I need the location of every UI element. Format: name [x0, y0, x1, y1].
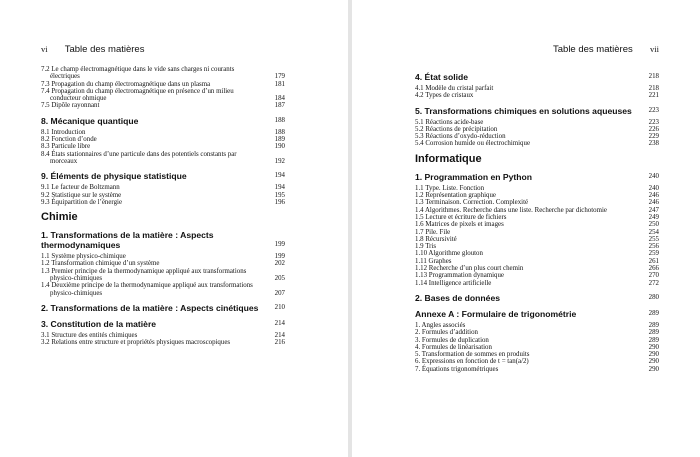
- toc-entry-page: 192: [274, 157, 285, 165]
- toc-subsection-entry[interactable]: [41, 332, 285, 339]
- toc-entry-title: 3. Formules de duplication: [415, 336, 489, 344]
- toc-entry-page: 249: [648, 213, 659, 221]
- toc-entry-page: 194: [274, 184, 285, 192]
- toc-entry-page: 289: [648, 321, 659, 329]
- toc-entry-title: 1.4 Deuxième principe de la thermodynamique appliqué aux transformations physico-chimiques: [41, 282, 253, 297]
- toc-entry-title: 1.1 Système physico-chimique: [41, 253, 126, 261]
- toc-subsection-entry[interactable]: [41, 192, 285, 199]
- toc-entry-page: 238: [648, 140, 659, 148]
- toc-subsection-entry[interactable]: [41, 339, 285, 346]
- toc-subsection-entry[interactable]: [415, 192, 659, 199]
- toc-entry-page: 254: [648, 228, 659, 236]
- toc-entry-page: 290: [648, 358, 659, 366]
- toc-subsection-entry[interactable]: [41, 151, 285, 166]
- toc-entry-page: 221: [648, 92, 659, 100]
- toc-subsection-entry[interactable]: [41, 260, 285, 267]
- toc-entry-title: 1.5 Lecture et écriture de fichiers: [415, 213, 507, 221]
- toc-entry-title: 1.6 Matrices de pixels et images: [415, 221, 504, 229]
- toc-entry-page: 272: [648, 279, 659, 287]
- left-page: [0, 0, 348, 457]
- toc-entry-page: 290: [648, 365, 659, 373]
- right-running-head: [553, 44, 659, 55]
- toc-entry-page: 247: [648, 206, 659, 214]
- right-page: [352, 0, 700, 457]
- toc-entry-page: 190: [274, 143, 285, 151]
- toc-subsection-entry[interactable]: [41, 81, 285, 88]
- toc-entry-page: 199: [274, 253, 285, 261]
- toc-entry-page: 229: [648, 133, 659, 141]
- toc-entry-title: 9. Éléments de physique statistique: [41, 171, 187, 182]
- toc-entry-page: 256: [648, 243, 659, 251]
- toc-section-entry[interactable]: [41, 171, 285, 181]
- toc-section-entry[interactable]: [415, 309, 659, 319]
- left-page-number: vi: [41, 44, 48, 54]
- toc-entry-title: 2. Transformations de la matière : Aspects cinétiques: [41, 302, 259, 313]
- toc-entry-page: 205: [274, 275, 285, 283]
- toc-subsection-entry[interactable]: [41, 143, 285, 150]
- toc-entry-title: 9.1 Le facteur de Boltzmann: [41, 184, 120, 192]
- toc-entry-title: 1.10 Algorithme glouton: [415, 250, 483, 258]
- toc-entry-title: 1. Angles associés: [415, 321, 466, 329]
- toc-subsection-entry[interactable]: [415, 366, 659, 373]
- toc-entry-page: 250: [648, 221, 659, 229]
- toc-entry-title: 1. Transformations de la matière : Aspects thermodynamiques: [41, 230, 214, 251]
- toc-subsection-entry[interactable]: [415, 280, 659, 287]
- toc-subsection-entry[interactable]: [415, 85, 659, 92]
- toc-subsection-entry[interactable]: [415, 236, 659, 243]
- toc-entry-page: 223: [648, 106, 659, 114]
- toc-entry-title: 8.4 États stationnaires d’une particule dans des potentiels constants par morceaux: [41, 150, 237, 165]
- toc-entry-title: 2. Bases de données: [415, 292, 501, 303]
- toc-entry-page: 196: [274, 198, 285, 206]
- toc-subsection-entry[interactable]: [41, 88, 285, 103]
- toc-part-heading: Chimie: [41, 211, 78, 224]
- right-running-title: Table des matières: [553, 44, 633, 55]
- toc-entry-page: 240: [648, 172, 659, 180]
- toc-entry-page: 261: [648, 257, 659, 265]
- toc-entry-page: 289: [648, 309, 659, 317]
- toc-entry-title: 1.2 Transformation chimique d’un système: [41, 260, 160, 268]
- toc-entry-title: 1.11 Graphes: [415, 257, 452, 265]
- toc-entry-page: 184: [274, 95, 285, 103]
- toc-subsection-entry[interactable]: [41, 136, 285, 143]
- toc-subsection-entry[interactable]: [41, 184, 285, 191]
- toc-subsection-entry[interactable]: [415, 358, 659, 365]
- toc-entry-title: 1.12 Recherche d’un plus court chemin: [415, 265, 524, 273]
- toc-subsection-entry[interactable]: [415, 243, 659, 250]
- toc-entry-page: 246: [648, 192, 659, 200]
- toc-entry-title: 1.4 Algorithmes. Recherche dans une liste. Recherche par dichotomie: [415, 206, 607, 214]
- toc-entry-title: 1.9 Tris: [415, 243, 437, 251]
- right-page-number: vii: [650, 44, 659, 54]
- toc-entry-page: 207: [274, 289, 285, 297]
- toc-subsection-entry[interactable]: [415, 119, 659, 126]
- toc-entry-title: 4. Formules de linéarisation: [415, 343, 492, 351]
- toc-subsection-entry[interactable]: [415, 344, 659, 351]
- toc-entry-page: 246: [648, 199, 659, 207]
- toc-entry-title: 7.2 Le champ électromagnétique dans le vide sans charges ni courants électriques: [41, 66, 235, 81]
- toc-subsection-entry[interactable]: [415, 133, 659, 140]
- toc-entry-title: 5. Transformations chimiques en solutions aqueuses: [415, 105, 632, 116]
- toc-section-entry[interactable]: [415, 72, 659, 82]
- toc-entry-page: 188: [274, 128, 285, 136]
- toc-entry-page: 226: [648, 125, 659, 133]
- toc-entry-page: 188: [274, 116, 285, 124]
- toc-entry-page: 195: [274, 191, 285, 199]
- toc-entry-page: 218: [648, 73, 659, 80]
- toc-subsection-entry[interactable]: [415, 207, 659, 214]
- toc-entry-title: 1.3 Terminaison. Correction. Complexité: [415, 199, 529, 207]
- toc-entry-title: 1.7 Pile. File: [415, 228, 451, 236]
- toc-entry-page: 266: [648, 265, 659, 273]
- toc-entry-page: 202: [274, 260, 285, 268]
- toc-entry-page: 179: [274, 73, 285, 81]
- toc-subsection-entry[interactable]: [415, 140, 659, 147]
- toc-subsection-entry[interactable]: [415, 221, 659, 228]
- toc-entry-title: 7.5 Dipôle rayonnant: [41, 102, 100, 110]
- toc-entry-title: 5.1 Réactions acide-base: [415, 118, 484, 126]
- toc-subsection-entry[interactable]: [415, 258, 659, 265]
- toc-entry-page: 223: [648, 118, 659, 126]
- toc-entry-title: 8. Mécanique quantique: [41, 115, 139, 126]
- toc-subsection-entry[interactable]: [41, 129, 285, 136]
- toc-subsection-entry[interactable]: [415, 265, 659, 272]
- toc-entry-page: 187: [274, 102, 285, 110]
- toc-entry-title: 9.2 Statistique sur le système: [41, 191, 122, 199]
- toc-subsection-entry[interactable]: [41, 253, 285, 260]
- toc-section-entry[interactable]: [415, 106, 659, 116]
- toc-subsection-entry[interactable]: [41, 268, 285, 283]
- toc-subsection-entry[interactable]: [415, 214, 659, 221]
- toc-entry-title: 6. Expressions en fonction de t = tan(a/2): [415, 358, 529, 366]
- toc-subsection-entry[interactable]: [41, 282, 285, 297]
- toc-entry-page: 194: [274, 172, 285, 180]
- toc-entry-title: 4. État solide: [415, 72, 469, 82]
- toc-entry-title: 8.3 Particule libre: [41, 143, 91, 151]
- toc-entry-page: 181: [274, 80, 285, 88]
- toc-entry-page: 216: [274, 339, 285, 347]
- toc-entry-page: 218: [648, 85, 659, 92]
- toc-subsection-entry[interactable]: [415, 185, 659, 192]
- toc-section-entry[interactable]: [41, 319, 285, 329]
- toc-subsection-entry[interactable]: [415, 272, 659, 279]
- toc-entry-title: 7.3 Propagation du champ électromagnétique dans un plasma: [41, 80, 211, 88]
- toc-entry-page: 199: [274, 241, 285, 249]
- toc-subsection-entry[interactable]: [415, 329, 659, 336]
- toc-subsection-entry[interactable]: [415, 92, 659, 99]
- toc-section-entry[interactable]: [415, 293, 659, 303]
- toc-entry-title: 5.4 Corrosion humide ou électrochimique: [415, 140, 531, 148]
- toc-entry-title: 1.13 Programmation dynamique: [415, 272, 504, 280]
- toc-entry-page: 289: [648, 336, 659, 344]
- toc-entry-title: 7. Équations trigonométriques: [415, 365, 499, 373]
- toc-entry-title: 1.3 Premier principe de la thermodynamique appliqué aux transformations physico-chimiques: [41, 267, 247, 283]
- toc-entry-title: 8.1 Introduction: [41, 128, 86, 136]
- toc-subsection-entry[interactable]: [415, 229, 659, 236]
- toc-entry-title: 7.4 Propagation du champ électromagnétique en présence d’un milieu conducteur ohmique: [41, 87, 234, 103]
- toc-subsection-entry[interactable]: [415, 126, 659, 133]
- toc-entry-title: 1.2 Représentation graphique: [415, 192, 496, 200]
- toc-entry-page: 214: [274, 331, 285, 339]
- toc-entry-title: 8.2 Fonction d’onde: [41, 136, 97, 144]
- toc-subsection-entry[interactable]: [41, 102, 285, 109]
- toc-entry-title: 5. Transformation de sommes en produits: [415, 351, 530, 359]
- toc-entry-page: 255: [648, 235, 659, 243]
- toc-entry-title: 2. Formules d’addition: [415, 329, 478, 337]
- toc-entry-title: 4.1 Modèle du cristal parfait: [415, 85, 494, 92]
- toc-section-entry[interactable]: [41, 116, 285, 126]
- toc-entry-title: 3. Constitution de la matière: [41, 318, 157, 329]
- toc-entry-page: 259: [648, 250, 659, 258]
- toc-part-heading: Informatique: [415, 152, 482, 165]
- toc-entry-title: 1.1 Type. Liste. Fonction: [415, 184, 485, 192]
- toc-entry-title: 1. Programmation en Python: [415, 171, 532, 182]
- left-running-title: Table des matières: [64, 44, 145, 55]
- toc-entry-title: 4.2 Types de cristaux: [415, 92, 474, 100]
- toc-subsection-entry[interactable]: [41, 66, 285, 81]
- left-running-head: [41, 44, 144, 55]
- toc-entry-page: 210: [274, 303, 285, 311]
- toc-entry-title: 9.3 Équipartition de l’énergie: [41, 198, 123, 206]
- toc-entry-page: 280: [648, 293, 659, 301]
- toc-entry-page: 290: [648, 351, 659, 359]
- toc-subsection-entry[interactable]: [415, 250, 659, 257]
- toc-subsection-entry[interactable]: [41, 199, 285, 206]
- toc-entry-title: 3.1 Structure des entités chimiques: [41, 331, 138, 339]
- toc-entry-page: 189: [274, 136, 285, 144]
- toc-entry-page: 214: [274, 319, 285, 327]
- toc-section-entry[interactable]: [41, 303, 285, 313]
- toc-entry-page: 240: [648, 184, 659, 192]
- toc-entry-title: 5.3 Réactions d’oxydo-réduction: [415, 133, 506, 141]
- toc-entry-title: Annexe A : Formulaire de trigonométrie: [415, 308, 577, 319]
- toc-subsection-entry[interactable]: [415, 337, 659, 344]
- toc-subsection-entry[interactable]: [415, 322, 659, 329]
- left-toc: [41, 66, 285, 347]
- toc-subsection-entry[interactable]: [415, 351, 659, 358]
- toc-entry-title: 1.8 Récursivité: [415, 235, 457, 243]
- toc-entry-page: 290: [648, 343, 659, 351]
- toc-section-entry[interactable]: [41, 230, 285, 250]
- toc-entry-title: 1.14 Intelligence artificielle: [415, 279, 492, 287]
- toc-entry-page: 270: [648, 272, 659, 280]
- toc-subsection-entry[interactable]: [415, 199, 659, 206]
- toc-entry-title: 3.2 Relations entre structure et propriétés physiques macroscopiques: [41, 339, 231, 347]
- toc-entry-title: 5.2 Réactions de précipitation: [415, 125, 498, 133]
- toc-section-entry[interactable]: [415, 172, 659, 182]
- right-toc: [415, 66, 659, 373]
- toc-entry-page: 289: [648, 329, 659, 337]
